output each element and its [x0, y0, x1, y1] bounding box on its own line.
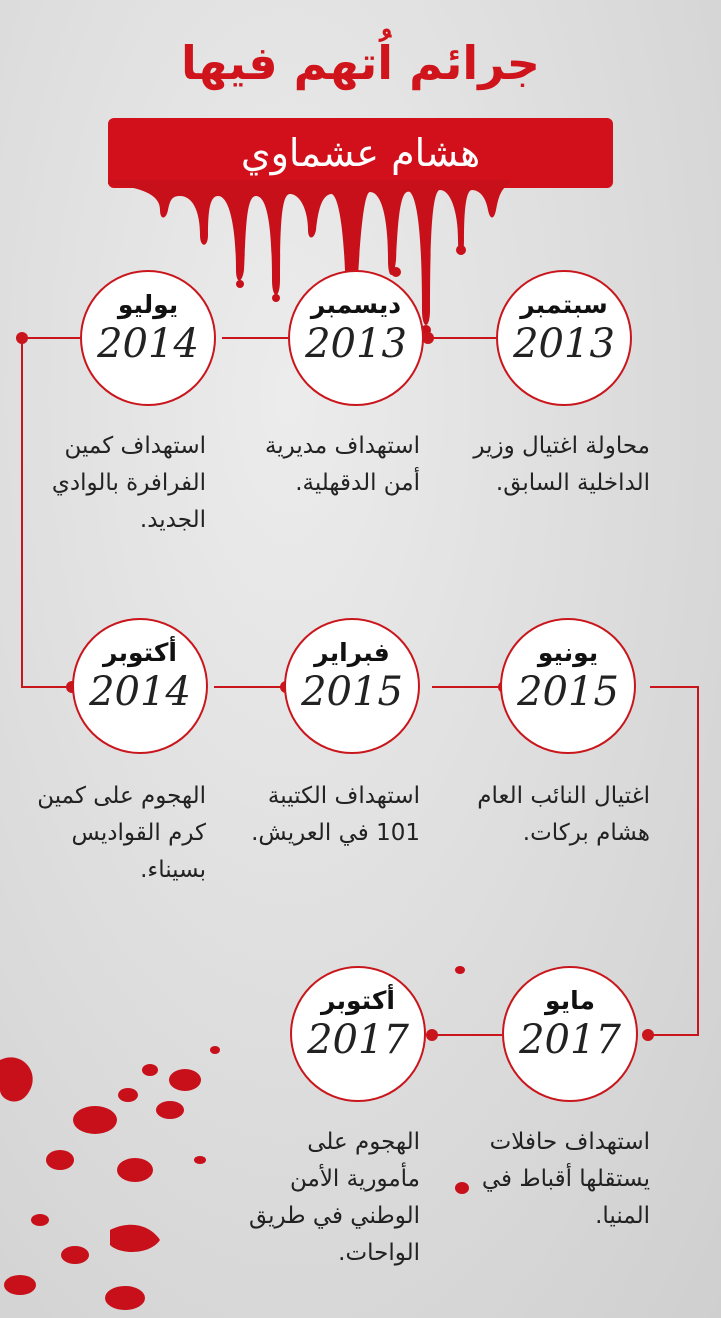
event-description: الهجوم على مأمورية الأمن الوطني في طريق الواحات.	[248, 1129, 420, 1266]
blood-splatter-decoration	[0, 1040, 240, 1318]
event-month: يونيو	[537, 638, 599, 667]
event-year: 2017	[307, 1017, 409, 1063]
event-year: 2015	[301, 669, 403, 715]
event-description: استهداف حافلات يستقلها أقباط في المنيا.	[481, 1129, 650, 1229]
event-description: استهداف مديرية أمن الدقهلية.	[264, 433, 420, 496]
blood-drop-decoration	[452, 962, 468, 978]
timeline-event-circle	[290, 966, 426, 1102]
event-year: 2013	[305, 321, 407, 367]
timeline-event-circle	[72, 618, 208, 754]
event-year: 2014	[89, 669, 191, 715]
blood-drop-decoration	[452, 1178, 472, 1198]
event-month: فبراير	[314, 638, 390, 667]
event-month: ديسمبر	[310, 290, 402, 319]
event-month: أكتوبر	[321, 986, 395, 1015]
event-year: 2017	[519, 1017, 621, 1063]
event-description: استهداف كمين الفرافرة بالوادي الجديد.	[51, 433, 206, 533]
timeline-event-circle	[80, 270, 216, 406]
event-description: استهداف الكتيبة 101 في العريش.	[251, 783, 420, 846]
timeline-event-circle	[284, 618, 420, 754]
event-description: محاولة اغتيال وزير الداخلية السابق.	[473, 433, 650, 496]
event-month: أكتوبر	[103, 638, 177, 667]
event-description: الهجوم على كمين كرم القواديس بسيناء.	[37, 783, 206, 883]
page-title: جرائم اُتهم فيها	[181, 36, 540, 90]
event-month: مايو	[545, 986, 595, 1015]
event-year: 2014	[97, 321, 199, 367]
event-month: يوليو	[117, 290, 179, 319]
name-banner: هشام عشماوي	[108, 118, 613, 188]
timeline-event-circle	[502, 966, 638, 1102]
timeline-event-circle	[288, 270, 424, 406]
event-year: 2013	[513, 321, 615, 367]
event-year: 2015	[517, 669, 619, 715]
event-month: سبتمبر	[520, 290, 608, 319]
timeline-event-circle	[496, 270, 632, 406]
timeline-event-circle	[500, 618, 636, 754]
event-description: اغتيال النائب العام هشام بركات.	[477, 783, 650, 846]
